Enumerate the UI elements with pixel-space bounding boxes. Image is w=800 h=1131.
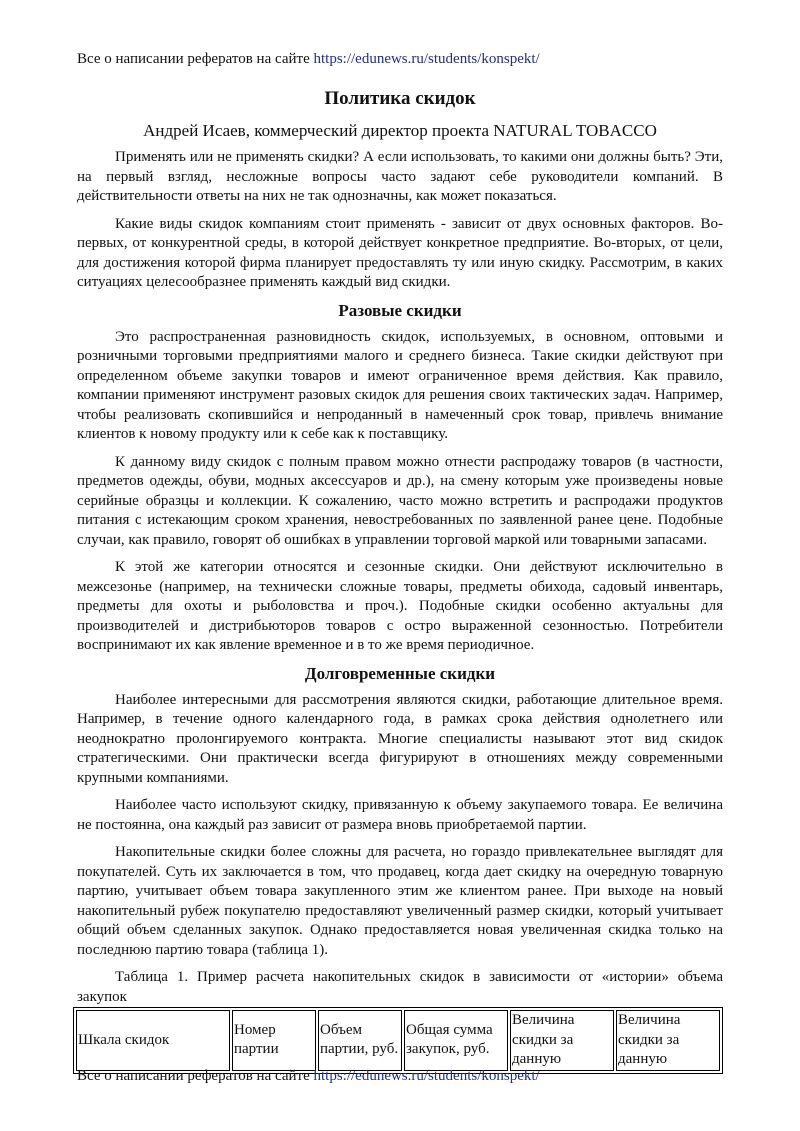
page-header — [77, 50, 540, 68]
document-body — [77, 148, 723, 1074]
table-header-cell: Номер партии — [232, 1010, 316, 1071]
footer-text: Все о написании рефератов на сайте — [77, 1068, 314, 1084]
body-paragraph: Наиболее часто используют скидку, привязанную к объему закупаемого товара. Ее величина не постоянна, она каждый раз зависит от размера вновь приобретаемой партии. — [77, 797, 723, 833]
table-caption: Таблица 1. Пример расчета накопительных скидок в зависимости от «истории» объема закупок — [77, 969, 723, 1005]
table-header-cell: Величина скидки за данную — [616, 1010, 720, 1071]
body-paragraph: К данному виду скидок с полным правом можно отнести распродажу товаров (в частности, предметов одежды, обуви, модных аксессуаров и др.), на смену которым уже произведены новые серийные образцы и коллекции. К сожалению, часто можно встретить и распродажи продуктов питания с истекающим сроком хранения, невостребованных по заявленной ранее цене. Подобные случаи, как правило, говорят об ошибках в управлении торговой маркой или товарными запасами. — [77, 453, 723, 548]
document-author: Андрей Исаев, коммерческий директор проекта NATURAL TOBACCO — [143, 121, 657, 140]
intro-paragraph: Применять или не применять скидки? А если использовать, то какими они должны быть? Эти, на первый взгляд, несложные вопросы часто задают себе руководители компаний. В действительности ответы на них не так однозначны, как может показаться. — [77, 149, 723, 204]
body-paragraph: К этой же категории относятся и сезонные скидки. Они действуют исключительно в межсезонье (например, на технически сложные товары, предметы обихода, садовый инвентарь, предметы для охоты и рыболовства и проч.). Подобные скидки особенно актуальны для производителей и дистрибьюторов товаров с остро выраженной сезонностью. Потребители воспринимают их как явление временное и в то же время периодичное. — [77, 559, 723, 653]
header-link[interactable]: https://edunews.ru/students/konspekt/ — [313, 51, 540, 67]
page-footer — [77, 1067, 540, 1085]
discount-table — [73, 1007, 723, 1074]
body-paragraph: Это распространенная разновидность скидок, используемых, в основном, оптовыми и розничными торговыми предприятиями малого и среднего бизнеса. Такие скидки действуют при определенном объеме закупки товаров и имеют ограниченное время действия. Как правило, компании применяют инструмент разовых скидок для решения своих тактических задач. Например, чтобы реализовать скопившийся и непроданный в намеченный срок товар, привлечь внимание клиентов к новому продукту или к себе как к поставщику. — [77, 328, 723, 442]
table-header-cell: Объем партии, руб. — [318, 1010, 402, 1071]
footer-link[interactable]: https://edunews.ru/students/konspekt/ — [313, 1068, 540, 1084]
body-paragraph: Накопительные скидки более сложны для расчета, но гораздо привлекательнее выглядят для покупателей. Суть их заключается в том, что продавец, когда дает скидку на очередную товарную партию, учитывает объем товара закупленного этим же клиентом ранее. При выходе на новый накопительный рубеж покупателю предоставляют увеличенный размер скидки, который учитывает общий объем сделанных закупок. Однако предоставляется новая увеличенная скидка только на последнюю партию товара (таблица 1). — [77, 844, 723, 958]
body-paragraph: Наиболее интересными для рассмотрения являются скидки, работающие длительное время. Например, в течение одного календарного года, в рамках срока действия однолетнего или неоднократно пролонгируемого контракта. Многие специалисты называют этот вид скидок стратегическими. Они практически всегда фигурируют в отношениях между современными крупными компаниями. — [77, 691, 723, 786]
table-header-row — [76, 1010, 720, 1071]
table-header-cell: Шкала скидок — [76, 1010, 230, 1071]
table-header-cell: Величина скидки за данную — [510, 1010, 614, 1071]
section-heading: Долговременные скидки — [304, 663, 496, 683]
table-header-cell: Общая сумма закупок, руб. — [404, 1010, 508, 1071]
header-text: Все о написании рефератов на сайте — [77, 51, 314, 67]
intro-paragraph: Какие виды скидок компаниям стоит применять - зависит от двух основных факторов. Во-первых, от конкурентной среды, в которой действует конкретное предприятие. Во-вторых, от цели, для достижения которой фирма планирует предоставлять ту или иную скидку. Рассмотрим, в каких ситуациях целесообразнее применять каждый вид скидки. — [77, 215, 723, 290]
document-title: Политика скидок — [324, 88, 476, 109]
section-heading: Разовые скидки — [338, 300, 462, 320]
